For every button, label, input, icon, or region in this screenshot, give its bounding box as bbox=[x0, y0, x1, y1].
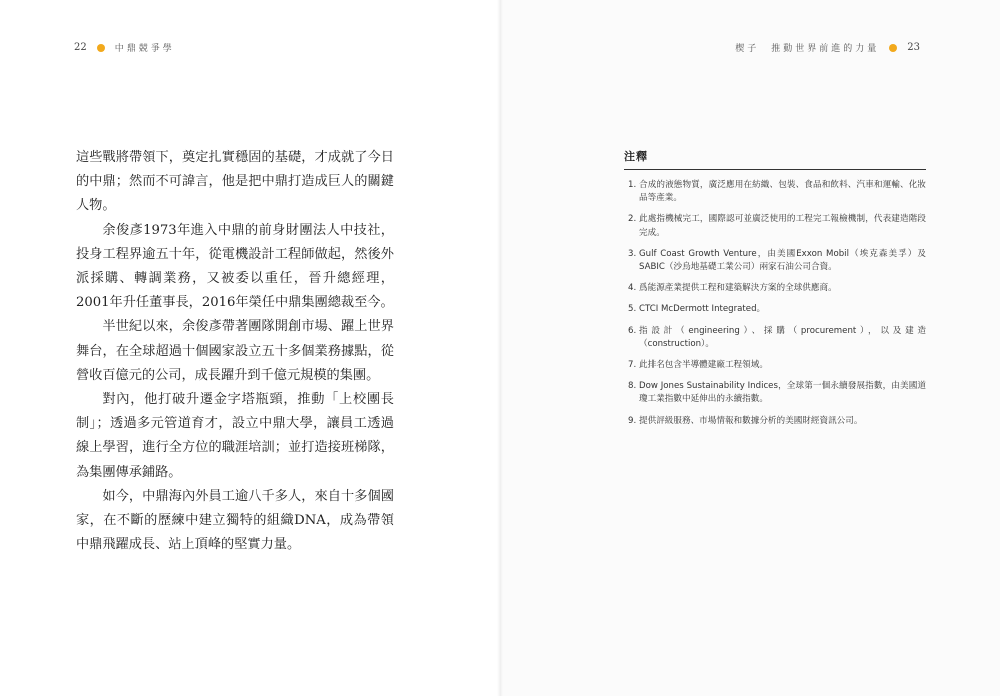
left-running-head bbox=[74, 41, 175, 54]
note-number: 6. bbox=[628, 325, 637, 336]
note-number: 8. bbox=[628, 381, 637, 392]
note-item bbox=[624, 380, 926, 406]
note-item bbox=[624, 282, 926, 295]
note-number: 7. bbox=[628, 360, 637, 371]
paragraph: 這些戰將帶領下，奠定扎實穩固的基礎，才成就了今日的中鼎；然而不可諱言，他是把中鼎打造成巨人的關鍵人物。 bbox=[76, 150, 394, 214]
note-number: 9. bbox=[628, 415, 637, 426]
notes-section bbox=[624, 148, 926, 436]
notes-title: 注釋 bbox=[624, 148, 926, 170]
orange-dot-icon bbox=[97, 44, 105, 52]
note-item bbox=[624, 303, 926, 316]
note-number: 4. bbox=[628, 283, 637, 294]
main-body-text bbox=[76, 146, 394, 557]
paragraph: 余俊彥1973年進入中鼎的前身財團法人中技社，投身工程界逾五十年，從電機設計工程師做起，然後外派採購、轉調業務，又被委以重任，晉升總經理，2001年升任董事長，2016年榮任中鼎集團總裁至今。 bbox=[76, 222, 394, 311]
right-running-head bbox=[735, 41, 920, 54]
note-number: 2. bbox=[628, 214, 637, 225]
chapter-title: 楔子 推動世界前進的力量 bbox=[735, 44, 880, 54]
note-text: 此排名包含半導體建廠工程領域。 bbox=[639, 360, 768, 371]
note-text: 合成的液態物質，廣泛應用在紡織、包裝、食品和飲料、汽車和運輸、化妝品等產業。 bbox=[639, 180, 926, 204]
note-item bbox=[624, 179, 926, 205]
paragraph: 半世紀以來，余俊彥帶著團隊開創市場、躍上世界舞台，在全球超過十個國家設立五十多個業務據點，從營收百億元的公司，成長躍升到千億元規模的集團。 bbox=[76, 319, 394, 383]
note-number: 3. bbox=[628, 248, 637, 259]
orange-dot-icon bbox=[889, 44, 897, 52]
note-text: Gulf Coast Growth Venture，由美國Exxon Mobil（埃克森美孚）及SABIC（沙烏地基礎工業公司）兩家石油公司合資。 bbox=[639, 248, 926, 273]
note-text: 提供評級服務、市場情報和數據分析的美國財經資訊公司。 bbox=[639, 415, 863, 426]
book-gutter bbox=[497, 0, 503, 696]
paragraph: 對內，他打破升遷金字塔瓶頸，推動「上校團長制」；透過多元管道育才，設立中鼎大學，讓員工透過線上學習，進行全方位的職涯培訓；並打造接班梯隊，為集團傳承鋪路。 bbox=[76, 392, 394, 480]
note-text: Dow Jones Sustainability Indices，全球第一個永續發展指數，由美國道瓊工業指數中延伸出的永續指數。 bbox=[639, 381, 926, 405]
note-text: 此處指機械完工，國際認可並廣泛使用的工程完工報檢機制，代表建造階段完成。 bbox=[639, 214, 926, 238]
right-page-number: 23 bbox=[907, 42, 920, 53]
note-item bbox=[624, 359, 926, 372]
note-item bbox=[624, 248, 926, 274]
book-title: 中鼎競爭學 bbox=[114, 44, 175, 54]
left-page-number: 22 bbox=[74, 42, 87, 53]
note-item bbox=[624, 213, 926, 239]
note-text: 爲能源產業提供工程和建築解決方案的全球供應商。 bbox=[639, 283, 837, 294]
note-text: CTCI McDermott Integrated。 bbox=[639, 304, 766, 315]
note-text: 指設計（engineering）、採購（procurement），以及建造（construction）。 bbox=[639, 325, 926, 349]
note-item bbox=[624, 325, 926, 351]
note-item bbox=[624, 415, 926, 428]
note-number: 5. bbox=[628, 304, 637, 315]
note-number: 1. bbox=[628, 180, 637, 190]
paragraph: 如今，中鼎海內外員工逾八千多人，來自十多個國家，在不斷的歷練中建立獨特的組織DNA，成為帶領中鼎飛躍成長、站上頂峰的堅實力量。 bbox=[76, 488, 394, 553]
